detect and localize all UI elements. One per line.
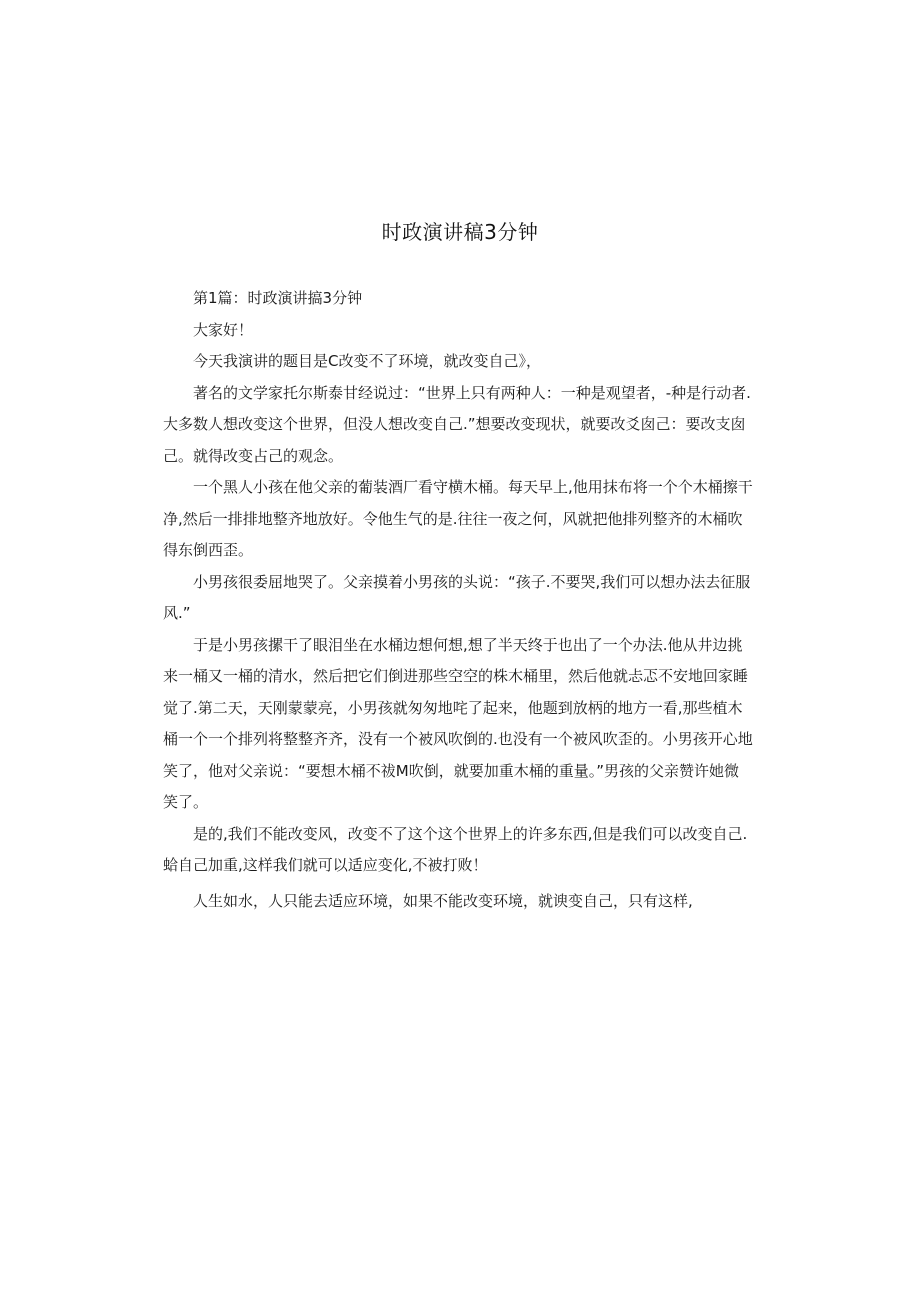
greeting-paragraph: 大家好！ (193, 320, 254, 339)
document-title: 时政演讲稿3分钟 (381, 220, 539, 244)
quote-paragraph: 著名的文学家托尔斯泰甘经说过：“世界上只有两种人：一种是观望者，-种是行动者.大多数人想改变这个世界，但没人想改变自己.”想要改变现状，就要改爻囱己：要改支囱己。就得改变占己的观念。 (163, 383, 751, 465)
story-paragraph-1: 一个黑人小孩在他父亲的葡装酒厂看守横木桶。每天早上,他用抹布将一个个木桶擦干净,然后一排排地整齐地放好。令他生气的是.往往一夜之何，风就把他排列整齐的木桶吹得东倒西歪。 (163, 478, 753, 559)
closing-paragraph: 人生如水，人只能去适应环境，如果不能改变环境，就谀变自己，只有这样, (193, 891, 693, 910)
story-paragraph-2: 小男孩很委屈地哭了。父亲摸着小男孩的头说：“孩子.不要哭,我们可以想办法去征服风.” (163, 572, 751, 622)
moral-paragraph: 是的,我们不能改变风，改变不了这个这个世界上的许多东西,但是我们可以改变自己.蛤自己加重,这样我们就可以适应变化,不被打败！ (163, 824, 748, 874)
topic-paragraph: 今天我演讲的题目是C改变不了环境，就改变自己》， (193, 352, 541, 370)
story-paragraph-3: 于是小男孩摞干了眼泪坐在水桶边想何想,想了半天终于也出了一个办法.他从井边挑来一桶又一桶的清水，然后把它们倒进那些空空的株木桶里，然后他就忐忑不安地回家睡觉了.第二天，天刚蒙蒙亮，小男孩就匆匆地咤了起来，他题到放柄的地方一看,那些植木桶一个一个排列将整整齐齐，没有一个被风吹倒的.也没有一个被风吹歪的。小男孩开心地笑了，他对父亲说：“要想木桶不祓M吹倒，就要加重木桶的重量。”男孩的父亲赞许她微笑了。 (163, 635, 753, 811)
document-body (163, 283, 753, 917)
section-heading: 第1篇：时政演讲搞3分钟 (193, 289, 363, 307)
